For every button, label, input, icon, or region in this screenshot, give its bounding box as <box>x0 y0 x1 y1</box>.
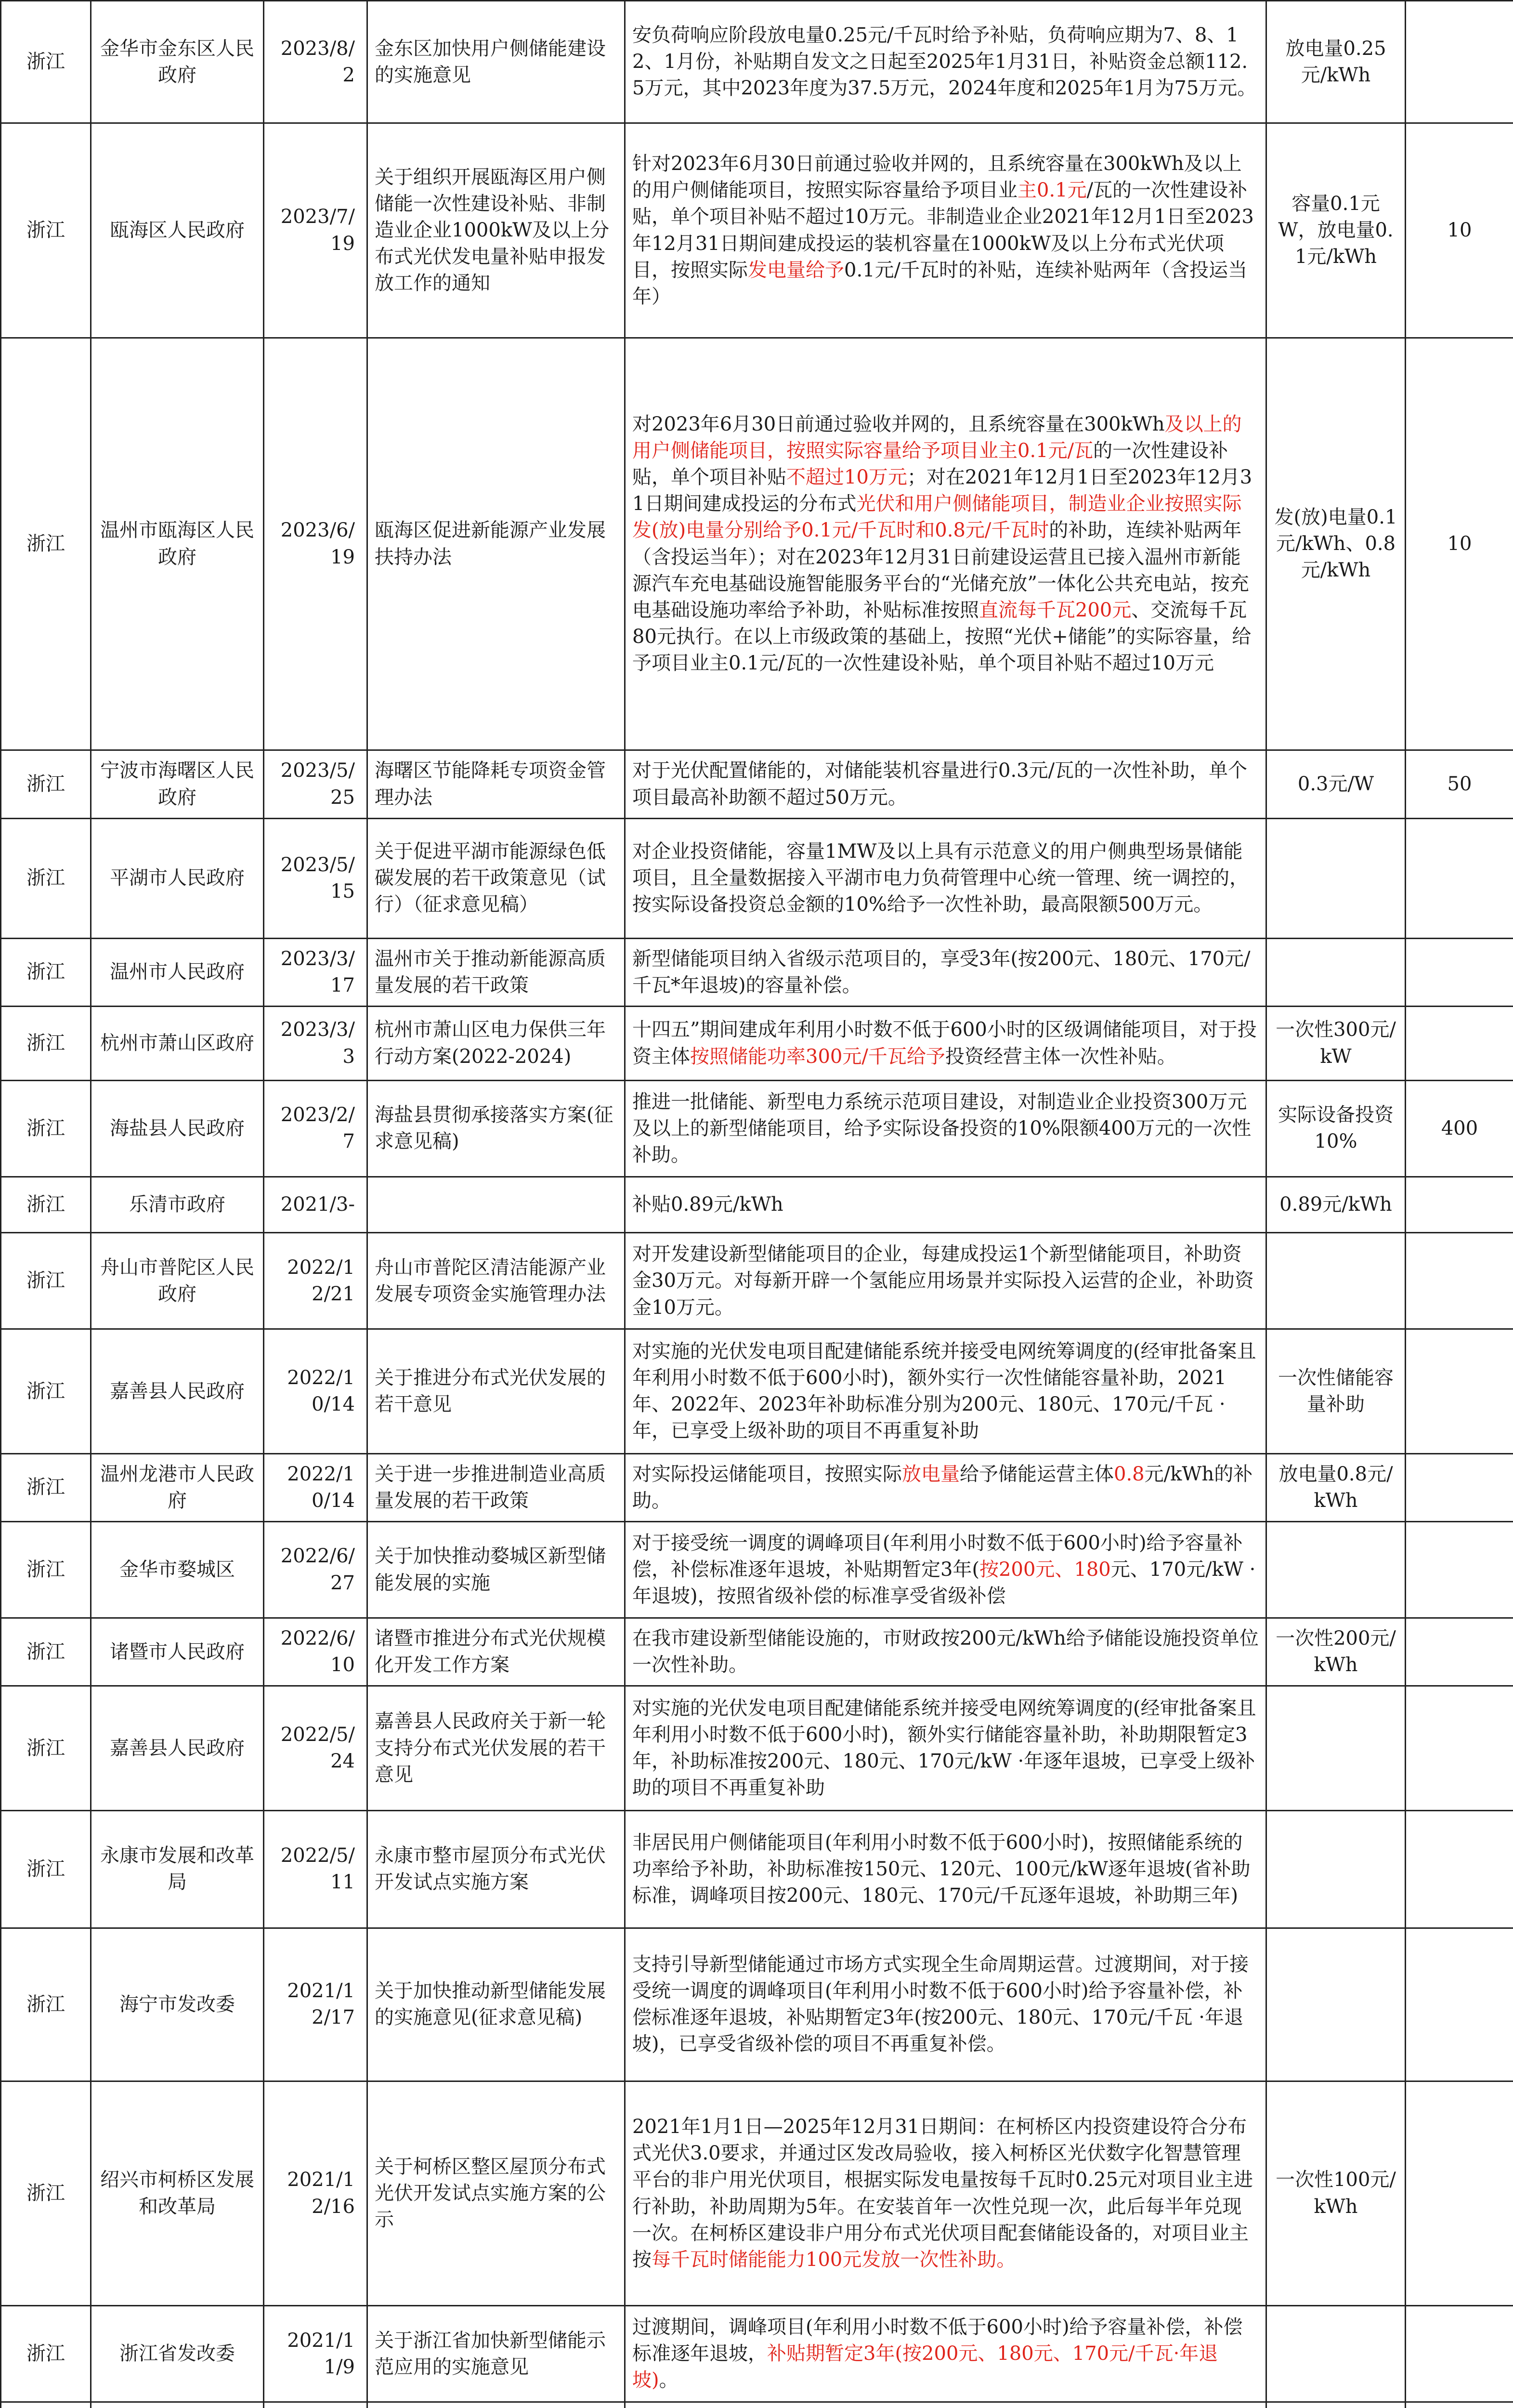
content-text: 2021年1月1日—2025年12月31日期间：在柯桥区内投资建设符合分布式光伏3.0要求，并通过区发改局验收，接入柯桥区光伏数字化智慧管理平台的非户用光伏项目，根据实际发电量按每千瓦时0.25元对项目业主进行补助，补助周期为5年。在安装首年一次性兑现一次，此后每半年兑现一次。在柯桥区建设非户用分布式光伏项目配套储能设备的，对项目业主按 <box>632 2115 1253 2271</box>
highlight-text: 不超过10万元 <box>786 466 907 488</box>
province-cell: 浙江 <box>1 2306 91 2402</box>
subsidy-standard-cell: 一次性储能容量补助 <box>1266 1329 1406 1453</box>
department-cell: 嘉善县人民政府 <box>91 1686 264 1810</box>
subsidy-standard-cell: 一次性200元/kWh <box>1266 1618 1406 1686</box>
policy-name-cell <box>367 1177 625 1233</box>
department-cell <box>91 2402 264 2408</box>
subsidy-cap-cell: 10 <box>1406 123 1513 338</box>
highlight-text: 主0.1元 <box>1017 179 1087 202</box>
date-cell: 2022/5/24 <box>264 1686 367 1810</box>
content-text: 对企业投资储能，容量1MW及以上具有示范意义的用户侧典型场景储能项目，且全量数据接入平湖市电力负荷管理中心统一管理、统一调控的，按实际设备投资总金额的10%给予一次性补助，最高限额500万元。 <box>632 840 1249 916</box>
content-text: 。 <box>659 2369 678 2392</box>
department-cell: 温州市瓯海区人民政府 <box>91 338 264 750</box>
policy-name-cell: 关于浙江省加快新型储能示范应用的实施意见 <box>367 2306 625 2402</box>
department-cell: 舟山市普陀区人民政府 <box>91 1233 264 1329</box>
highlight-text: 发电量给予 <box>748 259 844 281</box>
subsidy-standard-cell: 放电量0.8元/kWh <box>1266 1453 1406 1521</box>
content-text: 、交流每千瓦80元执行。在以上市级政策的基础上，按照“光伏+储能”的实际容量，给予项目业主0.1元/瓦的一次性建设补贴，单个项目补贴不超过10万元 <box>632 599 1252 675</box>
province-cell: 浙江 <box>1 1177 91 1233</box>
content-text: 对开发建设新型储能项目的企业，每建成投运1个新型储能项目，补助资金30万元。对每新开辟一个氢能应用场景并实际投入运营的企业，补助资金10万元。 <box>632 1243 1254 1319</box>
subsidy-cap-cell <box>1406 818 1513 938</box>
subsidy-cap-cell <box>1406 1329 1513 1453</box>
content-text: 安负荷响应阶段放电量0.25元/千瓦时给予补贴，负荷响应期为7、8、12、1月份，补贴期自发文之日起至2025年1月31日，补贴资金总额112.5万元，其中2023年度为37.5万元，2024年度和2025年1月为75万元。 <box>632 24 1257 100</box>
content-text: 投资经营主体一次性补贴。 <box>945 1045 1176 1068</box>
date-cell: 2022/10/14 <box>264 1453 367 1521</box>
department-cell: 金华市金东区人民政府 <box>91 1 264 123</box>
subsidy-cap-cell <box>1406 1 1513 123</box>
date-cell: 2023/6/19 <box>264 338 367 750</box>
date-cell: 2023/3/3 <box>264 1007 367 1081</box>
content-text: 对于接受统一调度的调峰项目(年利用小时数不低于600小时)给予容量补偿，补偿标准逐年退坡，补贴期暂定3年( <box>632 1531 1243 1581</box>
policy-content-cell <box>625 2081 1266 2305</box>
subsidy-standard-cell <box>1266 938 1406 1006</box>
policy-content-cell <box>625 1329 1266 1453</box>
date-cell: 2022/10/14 <box>264 1329 367 1453</box>
date-cell: 2023/3/17 <box>264 938 367 1006</box>
policy-content-cell <box>625 1007 1266 1081</box>
department-cell: 温州龙港市人民政府 <box>91 1453 264 1521</box>
table-body <box>1 1 1513 2408</box>
policy-name-cell: 关于进一步推进制造业高质量发展的若干政策 <box>367 1453 625 1521</box>
content-text: 元、170元/kW ·年退坡)，按照省级补偿的标准享受省级补偿 <box>632 1558 1256 1608</box>
policy-content-cell <box>625 2306 1266 2402</box>
date-cell: 2023/7/19 <box>264 123 367 338</box>
date-cell: 2021/12/17 <box>264 1928 367 2081</box>
province-cell: 浙江 <box>1 1 91 123</box>
province-cell: 浙江 <box>1 1928 91 2081</box>
policy-name-cell: 关于柯桥区整区屋顶分布式光伏开发试点实施方案的公示 <box>367 2081 625 2305</box>
table-row <box>1 1 1513 123</box>
table-row <box>1 1080 1513 1177</box>
subsidy-standard-cell <box>1266 1810 1406 1928</box>
policy-name-cell: 杭州市萧山区电力保供三年行动方案(2022-2024) <box>367 1007 625 1081</box>
table-row <box>1 338 1513 750</box>
subsidy-cap-cell <box>1406 2081 1513 2305</box>
highlight-text: 0.8 <box>1114 1463 1145 1485</box>
date-cell: 2021/12/16 <box>264 2081 367 2305</box>
content-text: 十四五”期间建成年利用小时数不低于600小时的区级调储能项目，对于投资主体 <box>632 1019 1257 1068</box>
subsidy-cap-cell <box>1406 1928 1513 2081</box>
table-row <box>1 123 1513 338</box>
subsidy-cap-cell <box>1406 2402 1513 2408</box>
table-row <box>1 1522 1513 1618</box>
content-text: 支持引导新型储能通过市场方式实现全生命周期运营。过渡期间，对于接受统一调度的调峰项目(年利用小时数不低于600小时)给予容量补偿，补偿标准逐年退坡，补贴期暂定3年(按200元、180元、170元/千瓦 ·年退坡)，已享受省级补偿的项目不再重复补偿。 <box>632 1953 1249 2055</box>
content-text: 针对2023年6月30日前通过验收并网的，且系统容量在300kWh及以上的用户侧储能项目，按照实际容量给予项目业 <box>632 153 1242 202</box>
policy-name-cell: 关于加快推动婺城区新型储能发展的实施 <box>367 1522 625 1618</box>
subsidy-cap-cell <box>1406 1007 1513 1081</box>
department-cell: 永康市发展和改革局 <box>91 1810 264 1928</box>
province-cell: 浙江 <box>1 1007 91 1081</box>
content-text: 元/kWh的补助。 <box>632 1463 1253 1512</box>
subsidy-cap-cell <box>1406 1522 1513 1618</box>
province-cell: 浙江 <box>1 1810 91 1928</box>
highlight-text: 直流每千瓦200元 <box>979 599 1132 621</box>
department-cell: 金华市婺城区 <box>91 1522 264 1618</box>
subsidy-standard-cell: 放电量0.25元/kWh <box>1266 1 1406 123</box>
policy-name-cell: 关于促进平湖市能源绿色低碳发展的若干政策意见（试行）（征求意见稿） <box>367 818 625 938</box>
policy-content-cell <box>625 1453 1266 1521</box>
department-cell: 嘉善县人民政府 <box>91 1329 264 1453</box>
policy-content-cell <box>625 123 1266 338</box>
subsidy-standard-cell <box>1266 2402 1406 2408</box>
subsidy-cap-cell <box>1406 1618 1513 1686</box>
date-cell: 2022/12/21 <box>264 1233 367 1329</box>
province-cell: 浙江 <box>1 938 91 1006</box>
subsidy-cap-cell <box>1406 938 1513 1006</box>
department-cell: 绍兴市柯桥区发展和改革局 <box>91 2081 264 2305</box>
subsidy-standard-cell: 0.3元/W <box>1266 750 1406 818</box>
date-cell: 2022/5/11 <box>264 1810 367 1928</box>
subsidy-standard-cell: 容量0.1元W，放电量0.1元/kWh <box>1266 123 1406 338</box>
policy-content-cell <box>625 750 1266 818</box>
policy-name-cell: 关于加快推动新型储能发展的实施意见(征求意见稿) <box>367 1928 625 2081</box>
content-text: 0.1元/千瓦时的补贴，连续补贴两年（含投运当年） <box>632 259 1248 308</box>
subsidy-cap-cell: 10 <box>1406 338 1513 750</box>
content-text: 的补助，连续补贴两年（含投运当年）；对在2023年12月31日前建设运营且已接入温州市新能源汽车充电基础设施智能服务平台的“光储充放”一体化公共充电站，按充电基础设施功率给予补助，补贴标准按照 <box>632 519 1249 621</box>
department-cell: 宁波市海曙区人民政府 <box>91 750 264 818</box>
province-cell: 浙江 <box>1 1686 91 1810</box>
policy-name-cell: 关于组织开展瓯海区用户侧储能一次性建设补贴、非制造业企业1000kW及以上分布式光伏发电量补贴申报发放工作的通知 <box>367 123 625 338</box>
content-text: 对2023年6月30日前通过验收并网的，且系统容量在300kWh <box>632 413 1165 435</box>
date-cell: 2022/6/10 <box>264 1618 367 1686</box>
table-row <box>1 2402 1513 2408</box>
date-cell <box>264 2402 367 2408</box>
subsidy-standard-cell <box>1266 2306 1406 2402</box>
policy-name-cell: 金东区加快用户侧储能建设的实施意见 <box>367 1 625 123</box>
department-cell: 浙江省发改委 <box>91 2306 264 2402</box>
province-cell: 浙江 <box>1 1329 91 1453</box>
subsidy-standard-cell <box>1266 1928 1406 2081</box>
date-cell: 2023/5/25 <box>264 750 367 818</box>
subsidy-standard-cell <box>1266 1686 1406 1810</box>
subsidy-cap-cell: 50 <box>1406 750 1513 818</box>
province-cell: 浙江 <box>1 1080 91 1177</box>
content-text: 非居民用户侧储能项目(年利用小时数不低于600小时)，按照储能系统的功率给予补助，补助标准按150元、120元、100元/kW逐年退坡(省补助标准，调峰项目按200元、180元、170元/千瓦逐年退坡，补助期三年) <box>632 1831 1251 1907</box>
content-text: 对实施的光伏发电项目配建储能系统并接受电网统筹调度的(经审批备案且年利用小时数不低于600小时)，额外实行储能容量补助，补助期限暂定3年，补助标准按200元、180元、170元/kW ·年逐年退坡，已享受上级补助的项目不再重复补助 <box>632 1697 1256 1799</box>
content-text: 过渡期间，调峰项目(年利用小时数不低于600小时)给予容量补偿，补偿标准逐年退坡， <box>632 2316 1243 2365</box>
policy-content-cell <box>625 1810 1266 1928</box>
subsidy-standard-cell <box>1266 1233 1406 1329</box>
content-text: /瓦的一次性建设补贴，单个项目补贴不超过10万元。非制造业企业2021年12月1日至2023年12月31日期间建成投运的装机容量在1000kW及以上分布式光伏项目，按照实际 <box>632 179 1254 281</box>
subsidy-cap-cell <box>1406 1810 1513 1928</box>
province-cell: 浙江 <box>1 750 91 818</box>
content-text: 推进一批储能、新型电力系统示范项目建设，对制造业企业投资300万元及以上的新型储能项目，给予实际设备投资的10%限额400万元的一次性补助。 <box>632 1090 1252 1166</box>
highlight-text: 按200元、180 <box>979 1558 1111 1581</box>
policy-content-cell <box>625 1928 1266 2081</box>
policy-name-cell: 关于推进分布式光伏发展的若干意见 <box>367 1329 625 1453</box>
table-row <box>1 1007 1513 1081</box>
subsidy-standard-cell: 实际设备投资10% <box>1266 1080 1406 1177</box>
date-cell: 2021/3- <box>264 1177 367 1233</box>
policy-content-cell <box>625 1080 1266 1177</box>
subsidy-cap-cell <box>1406 2306 1513 2402</box>
department-cell: 海盐县人民政府 <box>91 1080 264 1177</box>
province-cell: 浙江 <box>1 338 91 750</box>
department-cell: 温州市人民政府 <box>91 938 264 1006</box>
policy-content-cell <box>625 1 1266 123</box>
subsidy-standard-cell: 发(放)电量0.1元/kWh、0.8元/kWh <box>1266 338 1406 750</box>
policy-content-cell <box>625 1686 1266 1810</box>
policy-name-cell: 嘉善县人民政府关于新一轮支持分布式光伏发展的若干意见 <box>367 1686 625 1810</box>
department-cell: 瓯海区人民政府 <box>91 123 264 338</box>
department-cell: 乐清市政府 <box>91 1177 264 1233</box>
policy-name-cell: 温州市关于推动新能源高质量发展的若干政策 <box>367 938 625 1006</box>
table-row <box>1 1686 1513 1810</box>
policy-name-cell: 诸暨市推进分布式光伏规模化开发工作方案 <box>367 1618 625 1686</box>
policy-content-cell <box>625 938 1266 1006</box>
date-cell: 2023/5/15 <box>264 818 367 938</box>
content-text: 给予储能运营主体 <box>960 1463 1114 1485</box>
province-cell: 浙江 <box>1 1233 91 1329</box>
province-cell: 浙江 <box>1 1453 91 1521</box>
highlight-text: 放电量 <box>902 1463 960 1485</box>
province-cell <box>1 2402 91 2408</box>
subsidy-cap-cell <box>1406 1177 1513 1233</box>
subsidy-cap-cell <box>1406 1233 1513 1329</box>
table-row <box>1 2081 1513 2305</box>
table-row <box>1 938 1513 1006</box>
province-cell: 浙江 <box>1 123 91 338</box>
policy-content-cell <box>625 1522 1266 1618</box>
policy-content-cell <box>625 818 1266 938</box>
content-text: 对于光伏配置储能的，对储能装机容量进行0.3元/瓦的一次性补助，单个项目最高补助额不超过50万元。 <box>632 759 1248 809</box>
department-cell: 诸暨市人民政府 <box>91 1618 264 1686</box>
table-row <box>1 1329 1513 1453</box>
table-row <box>1 2306 1513 2402</box>
date-cell: 2021/11/9 <box>264 2306 367 2402</box>
highlight-text: 按照储能功率300元/千瓦给予 <box>690 1045 945 1068</box>
table-row <box>1 1928 1513 2081</box>
date-cell: 2022/6/27 <box>264 1522 367 1618</box>
policy-content-cell <box>625 1233 1266 1329</box>
department-cell: 杭州市萧山区政府 <box>91 1007 264 1081</box>
department-cell: 平湖市人民政府 <box>91 818 264 938</box>
table-row <box>1 1453 1513 1521</box>
policy-name-cell: 海盐县贯彻承接落实方案(征求意见稿) <box>367 1080 625 1177</box>
policy-content-cell <box>625 338 1266 750</box>
department-cell: 海宁市发改委 <box>91 1928 264 2081</box>
table-row <box>1 818 1513 938</box>
highlight-text: 每千瓦时储能能力100元发放一次性补助。 <box>652 2248 1016 2271</box>
policy-name-cell: 舟山市普陀区清洁能源产业发展专项资金实施管理办法 <box>367 1233 625 1329</box>
subsidy-standard-cell: 一次性300元/kW <box>1266 1007 1406 1081</box>
policy-content-cell <box>625 1618 1266 1686</box>
highlight-text: 及以上的用户侧储能项目，按照实际容量给予项目业主0.1元/瓦 <box>632 413 1242 462</box>
table-row <box>1 1177 1513 1233</box>
content-text: 补贴0.89元/kWh <box>632 1193 783 1216</box>
date-cell: 2023/8/2 <box>264 1 367 123</box>
content-text: 新型储能项目纳入省级示范项目的，享受3年(按200元、180元、170元/千瓦*年退坡)的容量补偿。 <box>632 947 1251 997</box>
table-row <box>1 1618 1513 1686</box>
subsidy-standard-cell <box>1266 818 1406 938</box>
policy-name-cell <box>367 2402 625 2408</box>
subsidy-standard-cell <box>1266 1522 1406 1618</box>
table-row <box>1 1233 1513 1329</box>
policy-name-cell: 永康市整市屋顶分布式光伏开发试点实施方案 <box>367 1810 625 1928</box>
content-text: 在我市建设新型储能设施的，市财政按200元/kWh给予储能设施投资单位一次性补助。 <box>632 1627 1259 1676</box>
highlight-text: 光伏和用户侧储能项目，制造业企业按照实际发(放)电量分别给予0.1元/千瓦时和0.8元/千瓦时 <box>632 493 1242 542</box>
content-text: 的一次性建设补贴，单个项目补贴 <box>632 439 1228 488</box>
content-text: 对实际投运储能项目，按照实际 <box>632 1463 902 1485</box>
policy-name-cell: 海曙区节能降耗专项资金管理办法 <box>367 750 625 818</box>
highlight-text: 补贴期暂定3年(按200元、180元、170元/千瓦·年退坡) <box>632 2343 1218 2392</box>
province-cell: 浙江 <box>1 818 91 938</box>
province-cell: 浙江 <box>1 1522 91 1618</box>
content-text: ；对在2021年12月1日至2023年12月31日期间建成投运的分布式 <box>632 466 1252 515</box>
policy-name-cell: 瓯海区促进新能源产业发展扶持办法 <box>367 338 625 750</box>
subsidy-standard-cell: 0.89元/kWh <box>1266 1177 1406 1233</box>
policy-content-cell <box>625 1177 1266 1233</box>
date-cell: 2023/2/7 <box>264 1080 367 1177</box>
province-cell: 浙江 <box>1 2081 91 2305</box>
content-text: 对实施的光伏发电项目配建储能系统并接受电网统筹调度的(经审批备案且年利用小时数不低于600小时)，额外实行一次性储能容量补助，2021年、2022年、2023年补助标准分别为200元、180元、170元/千瓦 ·年，已享受上级补助的项目不再重复补助 <box>632 1340 1256 1442</box>
subsidy-cap-cell: 400 <box>1406 1080 1513 1177</box>
table-row <box>1 750 1513 818</box>
subsidy-cap-cell <box>1406 1686 1513 1810</box>
subsidy-cap-cell <box>1406 1453 1513 1521</box>
policy-content-cell <box>625 2402 1266 2408</box>
subsidy-standard-cell: 一次性100元/kWh <box>1266 2081 1406 2305</box>
province-cell: 浙江 <box>1 1618 91 1686</box>
table-row <box>1 1810 1513 1928</box>
